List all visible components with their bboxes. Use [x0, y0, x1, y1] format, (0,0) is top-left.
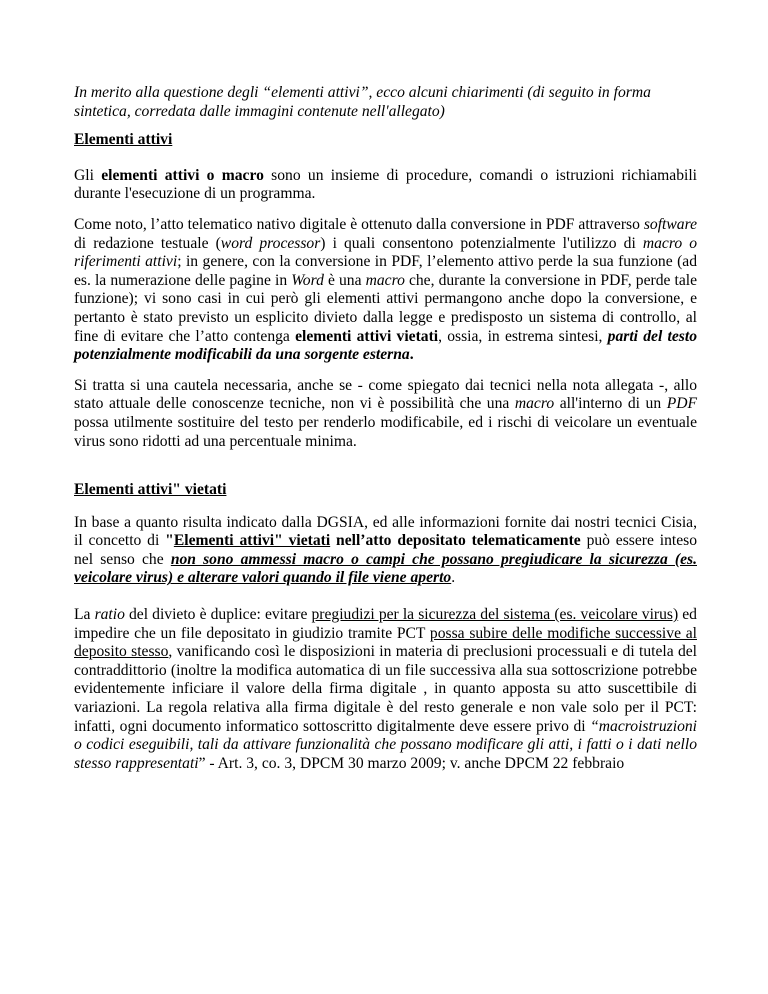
definition-paragraph: Gli elementi attivi o macro sono un insieme di procedure, comandi o istruzioni richiamabili durante l'esecuzione di un programma. [74, 166, 697, 203]
section-heading-elementi-vietati: Elementi attivi" vietati [74, 481, 227, 499]
section-heading-elementi-attivi: Elementi attivi [74, 131, 173, 149]
intro-paragraph: In merito alla questione degli “elementi attivi”, ecco alcuni chiarimenti (di seguito in forma sintetica, corredata dalle immagini contenute nell'allegato) [74, 84, 651, 120]
caution-paragraph: Si tratta si una cautela necessaria, anche se - come spiegato dai tecnici nella nota allegata -, allo stato attuale delle conoscenze tecniche, non vi è possibilità che una macro all'interno di un PDF possa utilmente sostituire del testo per renderlo modificabile, ed i rischi di veicolare un eventuale virus sono ridotti ad una percentuale minima. [74, 376, 697, 450]
document-page [74, 84, 697, 785]
dgsia-paragraph: In base a quanto risulta indicato dalla DGSIA, ed alle informazioni fornite dai nostri tecnici Cisia, il concetto di "Elementi attivi" vietati nell’atto depositato telematicamente può essere inteso nel senso che non sono ammessi macro o campi che possano pregiudicare la sicurezza (es. veicolare virus) e alterare valori quando il file viene aperto. [74, 513, 698, 587]
ratio-paragraph: La ratio del divieto è duplice: evitare pregiudizi per la sicurezza del sistema (es. veicolare virus) ed impedire che un file depositato in giudizio tramite PCT possa subire delle modifiche successive al deposito stesso, vanificando così le disposizioni in materia di preclusioni processuali e di tutela del contraddittorio (inoltre la modifica automatica di un file successiva alla sua sottoscrizione potrebbe evidentemente inficiare il valore della firma digitale , in quanto apposta su atto suscettibile di variazioni. La regola relativa alla firma digitale è del resto generale e non vale solo per il PCT: infatti, ogni documento informatico sottoscritto digitalmente deve essere privo di “macroistruzioni o codici eseguibili, tali da attivare funzionalità che possano modificare gli atti, i fatti o i dati nello stesso rappresentati” - Art. 3, co. 3, DPCM 30 marzo 2009; v. anche DPCM 22 febbraio [74, 606, 697, 772]
conversion-paragraph: Come noto, l’atto telematico nativo digitale è ottenuto dalla conversione in PDF attraverso software di redazione testuale (word processor) i quali consentono potenzialmente l'utilizzo di macro o riferimenti attivi; in genere, con la conversione in PDF, l’elemento attivo perde la sua funzione (ad es. la numerazione delle pagine in Word è una macro che, durante la conversione in PDF, perde tale funzione); vi sono casi in cui però gli elementi attivi permangono anche dopo la conversione, e pertanto è stato previsto un esplicito divieto dalla legge e predisposto un sistema di controllo, al fine di evitare che l’atto contenga elementi attivi vietati, ossia, in estrema sintesi, parti del testo potenzialmente modificabili da una sorgente esterna. [74, 215, 698, 364]
